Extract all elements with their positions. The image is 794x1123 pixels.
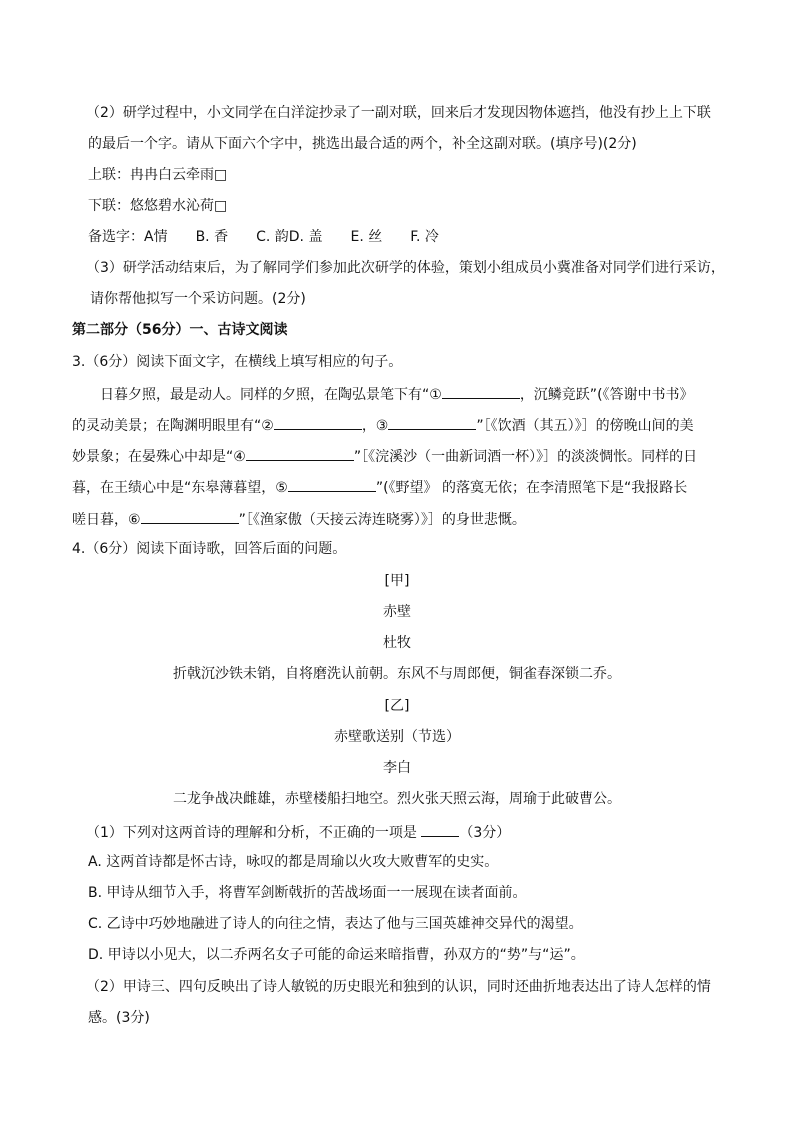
poem-a-author: 杜牧 bbox=[383, 635, 411, 651]
choice-a: A. 这两首诗都是怀古诗，咏叹的都是周瑜以火攻大败曹军的史实。 bbox=[88, 854, 499, 870]
q4-2-stem-line1: （2）甲诗三、四句反映出了诗人敏锐的历史眼光和独到的认识，同时还曲折地表达出了诗人怎样的情 bbox=[86, 979, 711, 995]
blank-6[interactable] bbox=[141, 509, 239, 524]
q2-2-stem-line1: （2）研学过程中，小文同学在白洋淀抄录了一副对联，回来后才发现因物体遮挡，他没有抄上上下联 bbox=[86, 105, 711, 121]
choice-b: B. 甲诗从细节入手，将曹军剑断戟折的苦战场面一一展现在读者面前。 bbox=[88, 885, 527, 901]
poem-a-tag: [甲] bbox=[384, 573, 410, 589]
blank-3[interactable] bbox=[388, 415, 476, 430]
q4-2-stem-line2: 感。(3分) bbox=[88, 1010, 150, 1026]
section-heading: 第二部分（56分）一、古诗文阅读 bbox=[72, 322, 288, 338]
poem-a-text: 折戟沉沙铁未销，自将磨洗认前朝。东风不与周郎便，铜雀春深锁二乔。 bbox=[173, 666, 621, 682]
q3-para-line5: 嗟日暮，⑥ ”［《渔家傲（天接云涛连晓雾）》］的身世悲慨。 bbox=[72, 509, 526, 529]
option-d: D. 盖 bbox=[288, 229, 323, 245]
blank-5[interactable] bbox=[288, 477, 376, 492]
answer-blank[interactable] bbox=[421, 822, 459, 837]
option-e: E. 丝 bbox=[350, 229, 383, 245]
q3-para-line2: 的灵动美景；在陶渊明眼里有“② ，③ ”［《饮酒（其五）》］的傍晚山间的美 bbox=[72, 415, 694, 435]
blank-2[interactable] bbox=[274, 415, 362, 430]
q2-3-stem-line2: 请你帮他拟写一个采访问题。(2分) bbox=[90, 291, 306, 307]
blank-1[interactable] bbox=[442, 384, 520, 399]
options-row bbox=[88, 228, 439, 246]
poem-b-text: 二龙争战决雌雄，赤壁楼船扫地空。烈火张天照云海，周瑜于此破曹公。 bbox=[173, 791, 621, 807]
blank-4[interactable] bbox=[246, 446, 354, 461]
poem-a-title: 赤壁 bbox=[383, 604, 411, 620]
poem-b-author: 李白 bbox=[383, 760, 411, 776]
q3-para-line3: 妙景象；在晏殊心中却是“④ ”［《浣溪沙（一曲新词酒一杯）》］的淡淡惆怅。同样的日 bbox=[72, 446, 697, 466]
q2-2-stem-line2: 的最后一个字。请从下面六个字中，挑选出最合适的两个，补全这副对联。(填序号)(2分) bbox=[88, 136, 637, 152]
q3-stem: 3.（6分）阅读下面文字，在横线上填写相应的句子。 bbox=[72, 354, 403, 370]
option-a: A情 bbox=[144, 229, 168, 245]
q3-para-line4: 暮，在王绩心中是“东皋薄暮望，⑤ ”(《野望》 的落寞无依；在李清照笔下是“我报路长 bbox=[72, 477, 687, 497]
option-b: B. 香 bbox=[195, 229, 229, 245]
option-c: C. 韵 bbox=[256, 229, 289, 245]
couplet-upper: 上联：冉冉白云牵雨□ bbox=[88, 167, 228, 183]
option-f: F. 冷 bbox=[410, 229, 439, 245]
poem-b-tag: [乙] bbox=[384, 698, 410, 714]
choice-d: D. 甲诗以小见大，以二乔两名女子可能的命运来暗指曹，孙双方的“势”与“运”。 bbox=[88, 947, 585, 963]
options-label: 备选字： bbox=[88, 229, 144, 245]
q4-1-stem: （1）下列对这两首诗的理解和分析，不正确的一项是 （3分） bbox=[86, 822, 510, 842]
q3-para-line1: 日暮夕照，最是动人。同样的夕照，在陶弘景笔下有“① ，沉鳞竞跃”(《答谢中书书》 bbox=[100, 384, 694, 404]
couplet-lower: 下联：悠悠碧水沁荷□ bbox=[88, 198, 228, 214]
q2-3-stem-line1: （3）研学活动结束后，为了解同学们参加此次研学的体验，策划小组成员小冀准备对同学们进行采访， bbox=[86, 260, 725, 276]
choice-c: C. 乙诗中巧妙地融进了诗人的向往之情，表达了他与三国英雄神交异代的渴望。 bbox=[88, 916, 583, 932]
poem-b-title: 赤壁歌送别（节选） bbox=[334, 729, 460, 745]
q4-stem: 4.（6分）阅读下面诗歌，回答后面的问题。 bbox=[72, 541, 347, 557]
